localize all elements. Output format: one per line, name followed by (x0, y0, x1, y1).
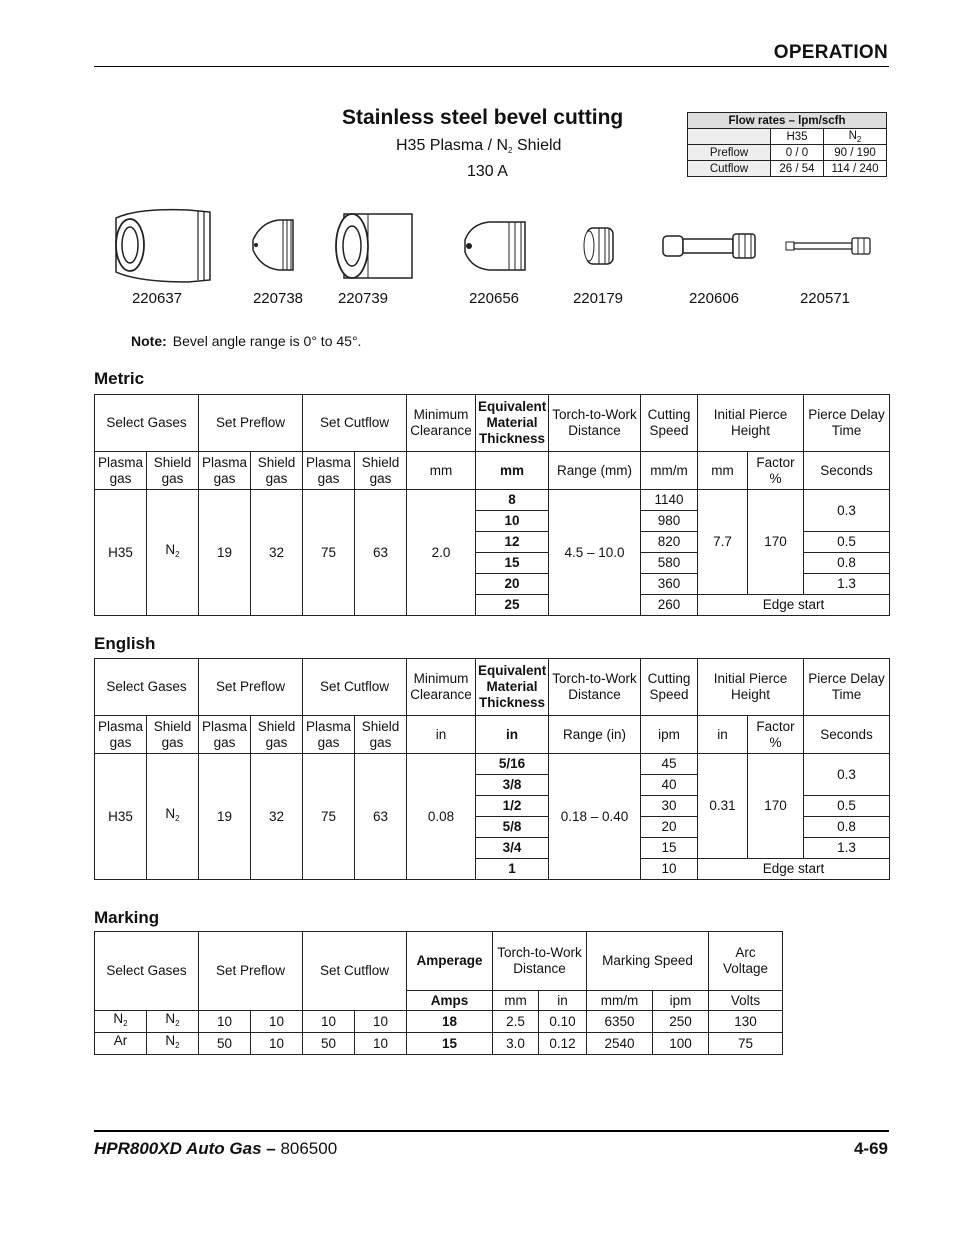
unit-delay: Seconds (804, 452, 890, 490)
mk-amps: 15 (407, 1033, 493, 1055)
unit-delay: Seconds (804, 716, 890, 754)
hdr-torch-to-work: Torch-to-Work Distance (549, 659, 641, 716)
edge-start-cell: Edge start (698, 859, 890, 880)
speed-cell: 980 (641, 511, 698, 532)
hdr-set-cutflow: Set Cutflow (303, 659, 407, 716)
gas-subtitle: H35 Plasma / $N_2$ Shield (396, 137, 562, 155)
part-number: 220571 (799, 290, 851, 307)
unit-shield-gas: Shield gas (355, 716, 407, 754)
mk-plasma: $N_2$ (95, 1011, 147, 1033)
mk-cell: 0.10 (539, 1011, 587, 1033)
marking-heading: Marking (94, 908, 160, 927)
footer-rule (94, 1130, 889, 1132)
part-number: 220606 (688, 290, 740, 307)
unit-speed: mm/m (641, 452, 698, 490)
unit-thickness: mm (476, 452, 549, 490)
part-nozzle (439, 200, 549, 310)
mk-cell: 100 (653, 1033, 709, 1055)
water-tube-part-icon (770, 200, 880, 285)
part-water-tube (770, 200, 880, 310)
delay-cell: 0.5 (804, 796, 890, 817)
speed-cell: 30 (641, 796, 698, 817)
unit-plasma-gas: Plasma gas (303, 452, 355, 490)
part-retaining-cap (308, 200, 418, 310)
hdr-pierce-delay: Pierce Delay Time (804, 395, 890, 452)
thickness-cell: 12 (476, 532, 549, 553)
unit-range: Range (mm) (549, 452, 641, 490)
thickness-cell: 1 (476, 859, 549, 880)
unit-clearance: in (407, 716, 476, 754)
consumable-parts (94, 200, 889, 310)
flow-cell: 0 / 0 (771, 145, 824, 161)
unit-pierce: in (698, 716, 748, 754)
delay-cell: 1.3 (804, 574, 890, 595)
marking-table (94, 931, 783, 1055)
speed-cell: 580 (641, 553, 698, 574)
page-number: 4-69 (853, 1139, 888, 1158)
flow-col-n2: $N_2$ (824, 129, 887, 145)
part-number: 220738 (252, 290, 304, 307)
speed-cell: 1140 (641, 490, 698, 511)
retaining-cap-part-icon (308, 200, 418, 285)
mk-shield: $N_2$ (147, 1033, 199, 1055)
cutflow-plasma-value: 75 (303, 490, 355, 616)
part-number: 220656 (468, 290, 520, 307)
unit-factor: Factor % (748, 452, 804, 490)
mk-cell: 3.0 (493, 1033, 539, 1055)
hdr-min-clearance: Minimum Clearance (407, 659, 476, 716)
cutflow-plasma-value: 75 (303, 754, 355, 880)
hdr-cutting-speed: Cutting Speed (641, 395, 698, 452)
flow-row-label: Preflow (688, 145, 771, 161)
mk-hdr-torch-to-work: Torch-to-Work Distance (493, 932, 587, 991)
electrode-part-icon (659, 200, 769, 285)
speed-cell: 45 (641, 754, 698, 775)
unit-plasma-gas: Plasma gas (199, 716, 251, 754)
mk-unit-ipm: ipm (653, 991, 709, 1011)
preflow-plasma-value: 19 (199, 490, 251, 616)
hdr-set-cutflow: Set Cutflow (303, 395, 407, 452)
hdr-select-gases: Select Gases (95, 395, 199, 452)
preflow-plasma-value: 19 (199, 754, 251, 880)
unit-pierce: mm (698, 452, 748, 490)
mk-hdr-set-cutflow: Set Cutflow (303, 932, 407, 1011)
delay-cell: 0.8 (804, 817, 890, 838)
hdr-min-clearance: Minimum Clearance (407, 395, 476, 452)
preflow-shield-value: 32 (251, 490, 303, 616)
plasma-gas-value: H35 (95, 754, 147, 880)
english-heading: English (94, 634, 156, 653)
factor-value: 170 (748, 490, 804, 595)
mk-hdr-amperage: Amperage (407, 932, 493, 991)
pierce-height-value: 7.7 (698, 490, 748, 595)
mk-cell: 10 (251, 1033, 303, 1055)
part-number: 220739 (337, 290, 389, 307)
flow-col-h35: H35 (771, 129, 824, 145)
unit-thickness: in (476, 716, 549, 754)
mk-cell: 10 (251, 1011, 303, 1033)
hdr-initial-pierce: Initial Pierce Height (698, 395, 804, 452)
shield-part-icon (102, 200, 212, 285)
speed-cell: 10 (641, 859, 698, 880)
bevel-note: Note: Bevel angle range is 0° to 45°. (131, 333, 362, 349)
hdr-set-preflow: Set Preflow (199, 395, 303, 452)
mk-hdr-marking-speed: Marking Speed (587, 932, 709, 991)
thickness-cell: 10 (476, 511, 549, 532)
mk-cell: 10 (199, 1011, 251, 1033)
swirl-ring-part-icon (543, 200, 653, 285)
unit-shield-gas: Shield gas (251, 716, 303, 754)
unit-shield-gas: Shield gas (355, 452, 407, 490)
mk-cell: 2540 (587, 1033, 653, 1055)
hdr-select-gases: Select Gases (95, 659, 199, 716)
flow-cell: 26 / 54 (771, 161, 824, 177)
flow-rates-title: Flow rates – lpm/scfh (688, 113, 887, 129)
mk-shield: $N_2$ (147, 1011, 199, 1033)
mk-cell: 6350 (587, 1011, 653, 1033)
edge-start-cell: Edge start (698, 595, 890, 616)
pierce-height-value: 0.31 (698, 754, 748, 859)
hdr-set-preflow: Set Preflow (199, 659, 303, 716)
unit-plasma-gas: Plasma gas (303, 716, 355, 754)
table-row (95, 1033, 783, 1055)
clearance-value: 0.08 (407, 754, 476, 880)
section-title: OPERATION (773, 42, 888, 63)
preflow-shield-value: 32 (251, 754, 303, 880)
header-rule (94, 66, 889, 67)
hdr-torch-to-work: Torch-to-Work Distance (549, 395, 641, 452)
flow-empty-cell (688, 129, 771, 145)
metric-table (94, 394, 890, 616)
mk-hdr-arc-voltage: Arc Voltage (709, 932, 783, 991)
unit-plasma-gas: Plasma gas (199, 452, 251, 490)
mk-cell: 50 (199, 1033, 251, 1055)
part-number: 220637 (131, 290, 183, 307)
mk-unit-mm: mm (493, 991, 539, 1011)
cutflow-shield-value: 63 (355, 490, 407, 616)
mk-unit-in: in (539, 991, 587, 1011)
metric-heading: Metric (94, 369, 145, 388)
speed-cell: 260 (641, 595, 698, 616)
hdr-equiv-thickness: Equivalent Material Thickness (476, 395, 549, 452)
unit-speed: ipm (641, 716, 698, 754)
thickness-cell: 20 (476, 574, 549, 595)
shield-gas-value: $N_2$ (147, 754, 199, 880)
hdr-initial-pierce: Initial Pierce Height (698, 659, 804, 716)
thickness-cell: 25 (476, 595, 549, 616)
mk-hdr-set-preflow: Set Preflow (199, 932, 303, 1011)
clearance-value: 2.0 (407, 490, 476, 616)
mk-cell: 0.12 (539, 1033, 587, 1055)
hdr-equiv-thickness: Equivalent Material Thickness (476, 659, 549, 716)
mk-cell: 250 (653, 1011, 709, 1033)
mk-unit-amps: Amps (407, 991, 493, 1011)
speed-cell: 20 (641, 817, 698, 838)
mk-amps: 18 (407, 1011, 493, 1033)
part-electrode (659, 200, 769, 310)
delay-cell: 0.3 (804, 490, 890, 532)
delay-cell: 1.3 (804, 838, 890, 859)
mk-unit-mmm: mm/m (587, 991, 653, 1011)
flow-cell: 90 / 190 (824, 145, 887, 161)
thickness-cell: 5/8 (476, 817, 549, 838)
thickness-cell: 1/2 (476, 796, 549, 817)
table-row (95, 1011, 783, 1033)
speed-cell: 360 (641, 574, 698, 595)
flow-cell: 114 / 240 (824, 161, 887, 177)
shield-gas-value: $N_2$ (147, 490, 199, 616)
thickness-cell: 8 (476, 490, 549, 511)
mk-cell: 2.5 (493, 1011, 539, 1033)
mk-unit-volts: Volts (709, 991, 783, 1011)
factor-value: 170 (748, 754, 804, 859)
unit-plasma-gas: Plasma gas (95, 716, 147, 754)
range-value: 0.18 – 0.40 (549, 754, 641, 880)
hdr-cutting-speed: Cutting Speed (641, 659, 698, 716)
speed-cell: 40 (641, 775, 698, 796)
part-swirl-ring (543, 200, 653, 310)
mk-cell: 10 (355, 1011, 407, 1033)
cutflow-shield-value: 63 (355, 754, 407, 880)
page-title: Stainless steel bevel cutting (342, 106, 624, 129)
unit-range: Range (in) (549, 716, 641, 754)
thickness-cell: 3/4 (476, 838, 549, 859)
english-table (94, 658, 890, 880)
unit-plasma-gas: Plasma gas (95, 452, 147, 490)
mk-cell: 75 (709, 1033, 783, 1055)
flow-rates-table (687, 112, 887, 177)
range-value: 4.5 – 10.0 (549, 490, 641, 616)
mk-cell: 130 (709, 1011, 783, 1033)
part-number: 220179 (572, 290, 624, 307)
unit-shield-gas: Shield gas (251, 452, 303, 490)
delay-cell: 0.3 (804, 754, 890, 796)
plasma-gas-value: H35 (95, 490, 147, 616)
thickness-cell: 5/16 (476, 754, 549, 775)
thickness-cell: 3/8 (476, 775, 549, 796)
unit-factor: Factor % (748, 716, 804, 754)
unit-clearance: mm (407, 452, 476, 490)
speed-cell: 820 (641, 532, 698, 553)
unit-shield-gas: Shield gas (147, 452, 199, 490)
part-shield (102, 200, 212, 310)
thickness-cell: 15 (476, 553, 549, 574)
mk-cell: 10 (303, 1011, 355, 1033)
mk-cell: 50 (303, 1033, 355, 1055)
amperage-subtitle: 130 A (467, 163, 508, 180)
nozzle-part-icon (439, 200, 549, 285)
mk-hdr-select-gases: Select Gases (95, 932, 199, 1011)
mk-cell: 10 (355, 1033, 407, 1055)
hdr-pierce-delay: Pierce Delay Time (804, 659, 890, 716)
delay-cell: 0.5 (804, 532, 890, 553)
flow-row-label: Cutflow (688, 161, 771, 177)
footer-product: HPR800XD Auto Gas – 806500 (94, 1139, 338, 1158)
mk-plasma: Ar (95, 1033, 147, 1055)
speed-cell: 15 (641, 838, 698, 859)
unit-shield-gas: Shield gas (147, 716, 199, 754)
delay-cell: 0.8 (804, 553, 890, 574)
